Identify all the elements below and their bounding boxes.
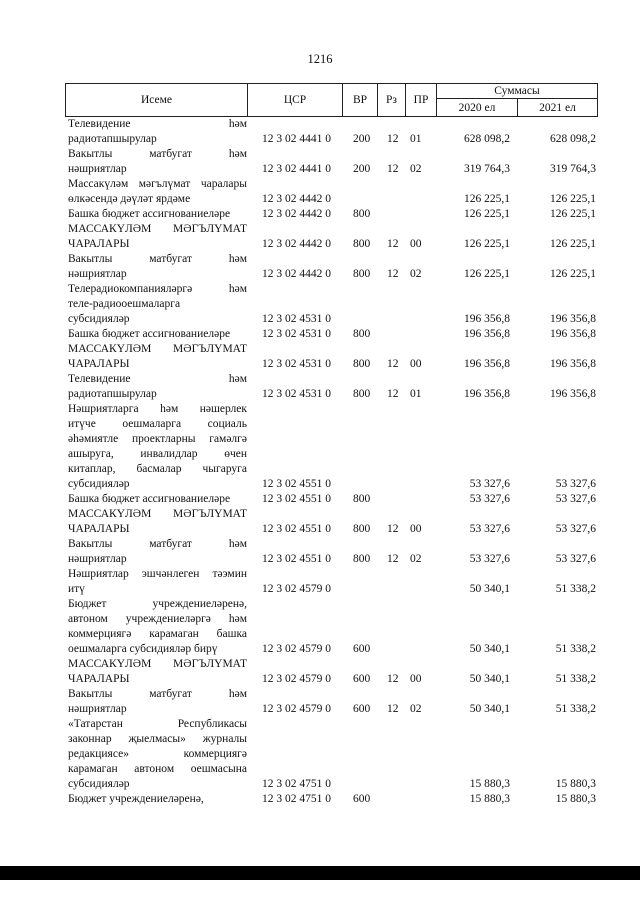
- table-row: [0, 507, 640, 537]
- row-name-line: ЧАРАЛАРЫ: [68, 673, 130, 685]
- cell-rz: 12: [387, 553, 399, 565]
- row-name-line: нәшриятлар: [68, 163, 127, 175]
- row-name: [68, 282, 247, 327]
- table-row: [0, 402, 640, 492]
- row-name-line: әһәмиятле проектларны гамәлгә: [68, 433, 247, 445]
- row-name: [68, 717, 247, 792]
- cell-vr: 800: [353, 268, 371, 280]
- row-name-line: законнар җыелмасы» журналы: [68, 733, 247, 745]
- cell-rz: 12: [387, 673, 399, 685]
- page-number: 1216: [307, 52, 333, 66]
- cell-v2021: 51 338,2: [555, 643, 596, 655]
- cell-pr: 02: [410, 703, 422, 715]
- cell-csr: 12 3 02 4442 0: [262, 193, 331, 205]
- cell-pr: 00: [410, 358, 422, 370]
- row-name: [68, 252, 247, 282]
- table-row: [0, 657, 640, 687]
- cell-vr: 800: [353, 553, 371, 565]
- header-pr: [405, 83, 437, 117]
- row-name-line: коммерциягә карамаган башка: [68, 628, 247, 640]
- row-name: [68, 507, 247, 537]
- cell-csr: 12 3 02 4441 0: [262, 163, 331, 175]
- cell-pr: 00: [410, 238, 422, 250]
- table-row: [0, 492, 640, 507]
- cell-v2021: 319 764,3: [550, 163, 596, 175]
- scan-edge-bar: [0, 866, 640, 880]
- cell-pr: 00: [410, 523, 422, 535]
- cell-csr: 12 3 02 4441 0: [262, 133, 331, 145]
- row-name-line: радиотапшырулар: [68, 388, 157, 400]
- row-name-line: итү: [68, 583, 85, 595]
- cell-pr: 01: [410, 388, 422, 400]
- cell-v2021: 15 880,3: [555, 793, 596, 805]
- cell-v2021: 196 356,8: [550, 313, 596, 325]
- cell-v2021: 51 338,2: [555, 703, 596, 715]
- cell-pr: 02: [410, 553, 422, 565]
- cell-csr: 12 3 02 4442 0: [262, 208, 331, 220]
- row-name-line: китаплар, басмалар чыгаруга: [68, 463, 247, 475]
- cell-vr: 800: [353, 388, 371, 400]
- row-name-line: МАССАКҮЛӘМ МӘГЪЛҮМАТ: [68, 223, 247, 235]
- cell-v2021: 51 338,2: [555, 673, 596, 685]
- cell-csr: 12 3 02 4551 0: [262, 478, 331, 490]
- row-name-line: нәшриятлар: [68, 703, 127, 715]
- row-name-line: нәшриятлар: [68, 553, 127, 565]
- header-pr-label: ПР: [413, 94, 429, 106]
- cell-v2021: 126 225,1: [550, 208, 596, 220]
- cell-v2021: 126 225,1: [550, 193, 596, 205]
- cell-csr: 12 3 02 4551 0: [262, 493, 331, 505]
- row-name: [68, 342, 247, 372]
- cell-v2020: 126 225,1: [464, 268, 510, 280]
- cell-v2021: 53 327,6: [555, 478, 596, 490]
- row-name-line: Вакытлы матбугат һәм: [68, 148, 247, 160]
- cell-vr: 800: [353, 523, 371, 535]
- cell-pr: 01: [410, 133, 422, 145]
- cell-vr: 800: [353, 358, 371, 370]
- row-name: [68, 492, 247, 507]
- table-row: [0, 687, 640, 717]
- row-name: [68, 117, 247, 147]
- cell-csr: 12 3 02 4579 0: [262, 583, 331, 595]
- row-name-line: Нәшриятларга һәм нәшерлек: [68, 403, 247, 415]
- cell-v2021: 196 356,8: [550, 358, 596, 370]
- row-name-line: теле-радиооешмаларга: [68, 298, 181, 310]
- cell-csr: 12 3 02 4531 0: [262, 388, 331, 400]
- cell-rz: 12: [387, 163, 399, 175]
- row-name-line: Вакытлы матбугат һәм: [68, 538, 247, 550]
- row-name-line: МАССАКҮЛӘМ МӘГЪЛҮМАТ: [68, 508, 247, 520]
- row-name-line: редакциясе» коммерциягә: [68, 748, 247, 760]
- header-rz-label: Рз: [386, 94, 397, 106]
- cell-v2020: 15 880,3: [469, 778, 510, 790]
- row-name: [68, 687, 247, 717]
- cell-csr: 12 3 02 4579 0: [262, 673, 331, 685]
- cell-v2021: 196 356,8: [550, 388, 596, 400]
- header-name: [65, 83, 248, 117]
- header-sums: [436, 83, 598, 99]
- row-name-line: радиотапшырулар: [68, 133, 157, 145]
- cell-v2020: 319 764,3: [464, 163, 510, 175]
- cell-v2020: 15 880,3: [469, 793, 510, 805]
- row-name-line: Массакүләм мәгълүмат чаралары: [68, 178, 247, 190]
- cell-rz: 12: [387, 358, 399, 370]
- header-2020: [436, 98, 518, 117]
- row-name-line: Вакытлы матбугат һәм: [68, 253, 247, 265]
- row-name-line: Вакытлы матбугат һәм: [68, 688, 247, 700]
- cell-v2020: 53 327,6: [469, 523, 510, 535]
- table-row: [0, 597, 640, 657]
- cell-csr: 12 3 02 4579 0: [262, 643, 331, 655]
- row-name: [68, 147, 247, 177]
- row-name-line: субсидияләр: [68, 778, 130, 790]
- cell-v2020: 196 356,8: [464, 313, 510, 325]
- cell-vr: 800: [353, 493, 371, 505]
- cell-pr: 00: [410, 673, 422, 685]
- cell-v2020: 50 340,1: [469, 643, 510, 655]
- cell-v2021: 53 327,6: [555, 493, 596, 505]
- row-name-line: ашыруга, инвалидлар өчен: [68, 448, 247, 460]
- cell-vr: 800: [353, 238, 371, 250]
- cell-pr: 02: [410, 268, 422, 280]
- table-row: [0, 537, 640, 567]
- table-row: [0, 327, 640, 342]
- row-name-line: автоном учреждениеләргә һәм: [68, 613, 247, 625]
- table-row: [0, 567, 640, 597]
- row-name: [68, 402, 247, 492]
- row-name-line: ЧАРАЛАРЫ: [68, 358, 130, 370]
- cell-csr: 12 3 02 4531 0: [262, 328, 331, 340]
- cell-v2020: 196 356,8: [464, 328, 510, 340]
- row-name-line: оешмаларга субсидияләр бирү: [68, 643, 218, 655]
- cell-v2020: 196 356,8: [464, 358, 510, 370]
- cell-v2020: 53 327,6: [469, 553, 510, 565]
- table-row: [0, 177, 640, 207]
- row-name: [68, 537, 247, 567]
- header-csr-label: ЦСР: [283, 94, 307, 106]
- row-name-line: өлкәсендә дәүләт ярдәме: [68, 193, 191, 205]
- header-rz: [377, 83, 406, 117]
- cell-rz: 12: [387, 703, 399, 715]
- table-row: [0, 252, 640, 282]
- row-name: [68, 657, 247, 687]
- cell-v2021: 51 338,2: [555, 583, 596, 595]
- cell-v2020: 53 327,6: [469, 493, 510, 505]
- cell-v2020: 50 340,1: [469, 673, 510, 685]
- cell-v2020: 50 340,1: [469, 703, 510, 715]
- row-name-line: Телевидение һәм: [68, 118, 247, 130]
- table-row: [0, 147, 640, 177]
- cell-v2021: 15 880,3: [555, 778, 596, 790]
- row-name-line: ЧАРАЛАРЫ: [68, 523, 130, 535]
- cell-rz: 12: [387, 268, 399, 280]
- table-row: [0, 717, 640, 792]
- row-name: [68, 177, 247, 207]
- row-name-line: Башка бюджет ассигнованиеләре: [68, 328, 231, 340]
- row-name-line: Башка бюджет ассигнованиеләре: [68, 208, 231, 220]
- cell-csr: 12 3 02 4551 0: [262, 553, 331, 565]
- table-row: [0, 222, 640, 252]
- table-row: [0, 117, 640, 147]
- cell-vr: 600: [353, 673, 371, 685]
- cell-vr: 600: [353, 703, 371, 715]
- cell-csr: 12 3 02 4751 0: [262, 793, 331, 805]
- cell-csr: 12 3 02 4442 0: [262, 268, 331, 280]
- cell-v2021: 53 327,6: [555, 553, 596, 565]
- cell-vr: 800: [353, 208, 371, 220]
- header-2021: [517, 98, 598, 117]
- row-name-line: Нәшриятлар эшчәнлеген тәэмин: [68, 568, 247, 580]
- row-name-line: МАССАКҮЛӘМ МӘГЪЛҮМАТ: [68, 343, 247, 355]
- header-csr: [247, 83, 343, 117]
- row-name: [68, 327, 247, 342]
- cell-csr: 12 3 02 4442 0: [262, 238, 331, 250]
- table-row: [0, 372, 640, 402]
- cell-v2020: 126 225,1: [464, 208, 510, 220]
- header-sums-label: Суммасы: [494, 85, 540, 97]
- header-2021-label: 2021 ел: [539, 101, 576, 114]
- cell-v2020: 126 225,1: [464, 238, 510, 250]
- cell-rz: 12: [387, 238, 399, 250]
- cell-csr: 12 3 02 4579 0: [262, 703, 331, 715]
- row-name: [68, 567, 247, 597]
- row-name-line: нәшриятлар: [68, 268, 127, 280]
- cell-csr: 12 3 02 4531 0: [262, 358, 331, 370]
- row-name-line: Бюджет учреждениеләренә,: [68, 598, 247, 610]
- cell-csr: 12 3 02 4531 0: [262, 313, 331, 325]
- cell-rz: 12: [387, 523, 399, 535]
- header-name-label: Исеме: [140, 94, 173, 106]
- row-name: [68, 222, 247, 252]
- cell-rz: 12: [387, 133, 399, 145]
- cell-v2021: 628 098,2: [550, 133, 596, 145]
- cell-v2021: 126 225,1: [550, 238, 596, 250]
- cell-v2020: 53 327,6: [469, 478, 510, 490]
- cell-rz: 12: [387, 388, 399, 400]
- row-name-line: «Татарстан Республикасы: [68, 718, 247, 730]
- table-row: [0, 207, 640, 222]
- table-row: [0, 792, 640, 807]
- row-name-line: Бюджет учреждениеләренә,: [68, 793, 204, 805]
- cell-csr: 12 3 02 4551 0: [262, 523, 331, 535]
- table-row: [0, 282, 640, 327]
- row-name-line: Телерадиокомпанияләргә һәм: [68, 283, 247, 295]
- row-name-line: МАССАКҮЛӘМ МӘГЪЛҮМАТ: [68, 658, 247, 670]
- row-name-line: субсидияләр: [68, 313, 130, 325]
- cell-pr: 02: [410, 163, 422, 175]
- cell-vr: 200: [353, 133, 371, 145]
- cell-v2020: 628 098,2: [464, 133, 510, 145]
- table-row: [0, 342, 640, 372]
- cell-v2020: 196 356,8: [464, 388, 510, 400]
- row-name-line: карамаган автоном оешмасына: [68, 763, 247, 775]
- header-vr: [342, 83, 378, 117]
- cell-vr: 600: [353, 643, 371, 655]
- header-vr-label: ВР: [352, 94, 368, 106]
- cell-csr: 12 3 02 4751 0: [262, 778, 331, 790]
- row-name-line: итүче оешмаларга социаль: [68, 418, 247, 430]
- row-name: [68, 372, 247, 402]
- cell-vr: 800: [353, 328, 371, 340]
- cell-v2021: 53 327,6: [555, 523, 596, 535]
- row-name-line: Телевидение һәм: [68, 373, 247, 385]
- header-2020-label: 2020 ел: [458, 101, 496, 114]
- cell-vr: 600: [353, 793, 371, 805]
- row-name: [68, 597, 247, 657]
- row-name-line: субсидияләр: [68, 478, 130, 490]
- row-name-line: Башка бюджет ассигнованиеләре: [68, 493, 231, 505]
- cell-v2021: 126 225,1: [550, 268, 596, 280]
- cell-vr: 200: [353, 163, 371, 175]
- cell-v2021: 196 356,8: [550, 328, 596, 340]
- row-name-line: ЧАРАЛАРЫ: [68, 238, 130, 250]
- row-name: [68, 207, 247, 222]
- row-name: [68, 792, 247, 807]
- cell-v2020: 50 340,1: [469, 583, 510, 595]
- cell-v2020: 126 225,1: [464, 193, 510, 205]
